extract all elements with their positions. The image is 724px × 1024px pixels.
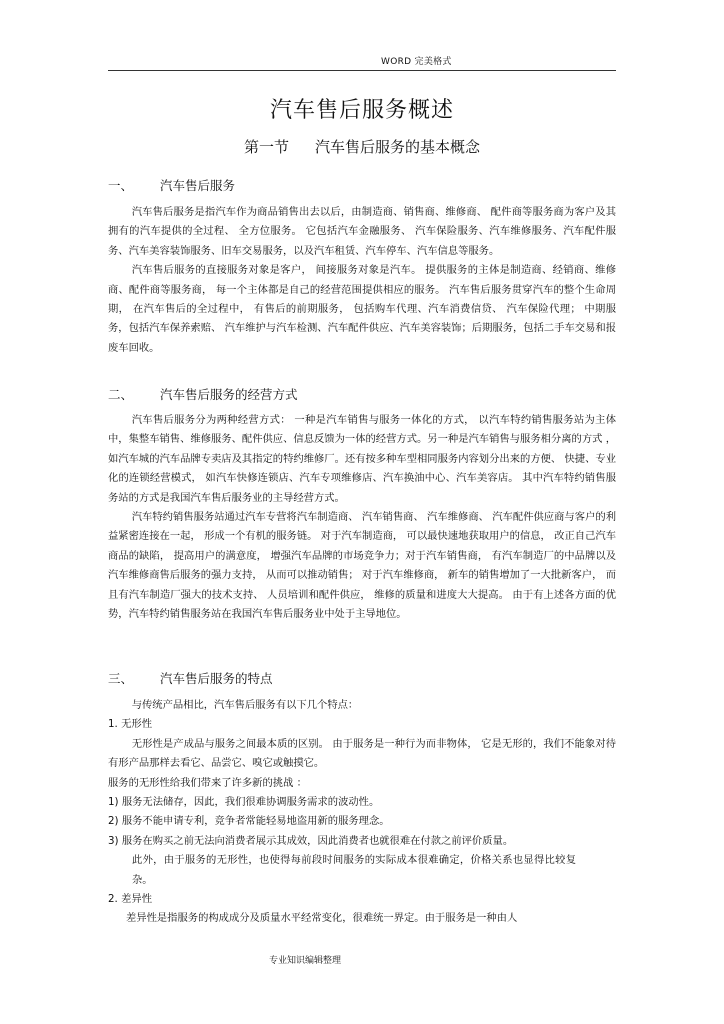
header-rule [108,70,616,71]
heading-2-number: 二、 [108,387,134,402]
section-3-body [108,696,616,929]
heading-2 [108,385,298,403]
heading-2-title: 汽车售后服务的经营方式 [160,387,298,402]
document-title: 汽车售后服务概述 [269,98,454,123]
paragraph: 汽车售后服务分为两种经营方式： 一种是汽车销售与服务一体化的方式， 以汽车特约销售服务站为主体中，集整车销售、维修服务、配件供应、信息反馈为一体的经营方式。另一种是汽车销售与服务相分离的方式 ，如汽车城的汽车品牌专卖店及其指定的特约维修厂。还有按多种车型相同服务内容划分出来的方便、 快捷、专业化的连锁经营模式， 如汽车快修连锁店、汽车专项维修店、汽车换油中心、汽车美容店。 其中汽车特约销售服务站的方式是我国汽车售后服务业的主导经营方式。 [108,414,616,504]
section-2-body [108,411,616,624]
paragraph: 无形性是产成品与服务之间最本质的区别。 由于服务是一种行为而非物体， 它是无形的，我们不能象对待有形产品那样去看它、品尝它、嗅它或触摸它。 [108,737,616,770]
section-heading: 汽车售后服务的基本概念 [315,138,481,156]
paragraph: 服务的无形性给我们带来了许多新的挑战 ： [108,776,307,789]
list-item: 2) 服务不能申请专利，竞争者常能轻易地盗用新的服务理念。 [108,815,390,828]
section-1-body [108,203,616,358]
paragraph: 此外，由于服务的无形性，也使得每前段时间服务的实际成本很难确定，价格关系也显得比较复杂。 [132,854,576,886]
heading-3-number: 三、 [108,671,134,686]
paragraph: 汽车售后服务的直接服务对象是客户， 间接服务对象是汽车。 提供服务的主体是制造商、经销商、维修商、配件商等服务商， 每一个主体都是自己的经营范围提供相应的服务。 汽车售后服务贯穿汽车的整个生命周期， 在汽车售后的全过程中， 有售后的前期服务， 包括购车代理、汽车消费信贷、 汽车保险代理； 中期服务，包括汽车保养索赔、 汽车维护与汽车检测、汽车配件供应、汽车美容装饰；后期服务，包括二手车交易和报废车回收。 [108,264,616,354]
heading-1 [108,176,235,194]
paragraph: 汽车售后服务是指汽车作为商品销售出去以后，由制造商、销售商、维修商、 配件商等服务商为客户及其拥有的汽车提供的全过程、 全方位服务。 它包括汽车金融服务、 汽车保险服务、汽车维修服务、汽车配件服务、汽车美容装饰服务、旧车交易服务，以及汽车租赁、汽车停车、汽车信息等服务。 [108,206,616,257]
paragraph: 汽车特约销售服务站通过汽车专营将汽车制造商、 汽车销售商、 汽车维修商、 汽车配件供应商与客户的利益紧密连接在一起， 形成一个有机的服务链。 对于汽车制造商， 可以最快速地获取用户的信息， 改正自己汽车商品的缺陷， 提高用户的满意度， 增强汽车品牌的市场竞争力；对于汽车销售商， 有汽车制造厂的中品牌以及汽车维修商售后服务的强力支持， 从而可以推动销售； 对于汽车维修商， 新车的销售增加了一大批新客户， 而且有汽车制造厂强大的技术支持、 人员培训和配件供应， 维修的质量和进度大大提高。 由于有上述各方面的优势，汽车特约销售服务站在我国汽车售后服务业中处于主导地位。 [108,511,616,621]
section-number: 第一节 [243,138,289,156]
paragraph: 与传统产品相比，汽车售后服务有以下几个特点： [131,699,359,711]
heading-3-title: 汽车售后服务的特点 [160,671,273,686]
heading-1-title: 汽车售后服务 [160,178,236,193]
heading-1-number: 一、 [108,178,134,193]
list-item: 1. 无形性 [108,718,152,731]
list-item: 1) 服务无法储存，因此，我们很难协调服务需求的波动性。 [108,796,380,809]
paragraph: 差异性是指服务的构成成分及质量水平经常变化，很难统一界定。由于服务是一种由人 [126,912,518,925]
section-title [0,136,724,157]
list-item: 2. 差异性 [108,893,152,906]
page-footer: 专业知识编辑整理 [268,956,341,966]
heading-3 [108,669,273,687]
page-header: WORD 完美格式 [381,57,452,67]
list-item: 3) 服务在购买之前无法向消费者展示其成效，因此消费者也就很难在付款之前评价质量。 [108,834,514,847]
